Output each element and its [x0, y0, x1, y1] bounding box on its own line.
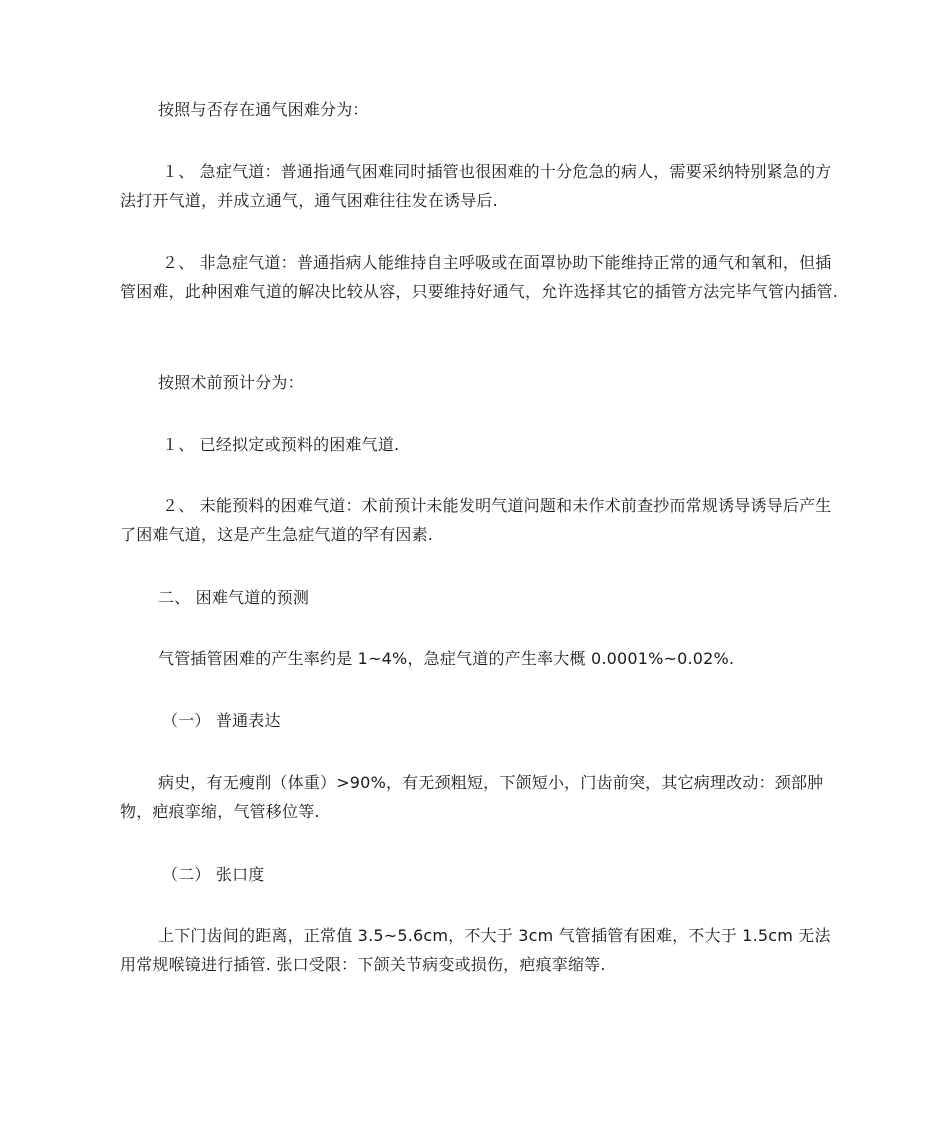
subheading-general: （一） 普通表达	[162, 711, 281, 730]
section-heading-prediction: 二、 困难气道的预测	[158, 588, 310, 607]
paragraph-anticipated-airway: １、 已经拟定或预料的困难气道.	[162, 435, 400, 454]
paragraph-emergency-airway: １、 急症气道：普通指通气困难同时插管也很困难的十分危急的病人，需要采纳特别紧急的方法打开气道，并成立通气，通气困难往往发在诱导后.	[120, 162, 832, 210]
paragraph-unanticipated-airway: ２、 未能预料的困难气道：术前预计未能发明气道问题和未作术前查抄而常规诱导诱导后产生了困难气道，这是产生急症气道的罕有因素.	[120, 496, 832, 544]
paragraph-classification-ventilation: 按照与否存在通气困难分为：	[158, 100, 369, 119]
paragraph-incidence-rate: 气管插管困难的产生率约是 1~4%，急症气道的产生率大概 0.0001%~0.02%.	[158, 649, 735, 668]
paragraph-non-emergency-airway: ２、 非急症气道：普通指病人能维持自主呼吸或在面罩协助下能维持正常的通气和氧和，但插管困难，此种困难气道的解决比较从容，只要维持好通气，允许选择其它的插管方法完毕气管内插管.	[120, 253, 839, 301]
paragraph-classification-preop: 按照术前预计分为：	[158, 373, 304, 392]
subheading-mouth-opening: （二） 张口度	[162, 865, 265, 884]
paragraph-history: 病史，有无瘦削（体重）>90%，有无颈粗短，下颌短小，门齿前突，其它病理改动：颈部肿物，疤痕挛缩，气管移位等.	[120, 773, 824, 821]
paragraph-mouth-opening: 上下门齿间的距离，正常值 3.5~5.6cm，不大于 3cm 气管插管有困难，不大于 1.5cm 无法用常规喉镜进行插管. 张口受限：下颌关节病变或损伤，疤痕挛缩等.	[120, 926, 831, 974]
